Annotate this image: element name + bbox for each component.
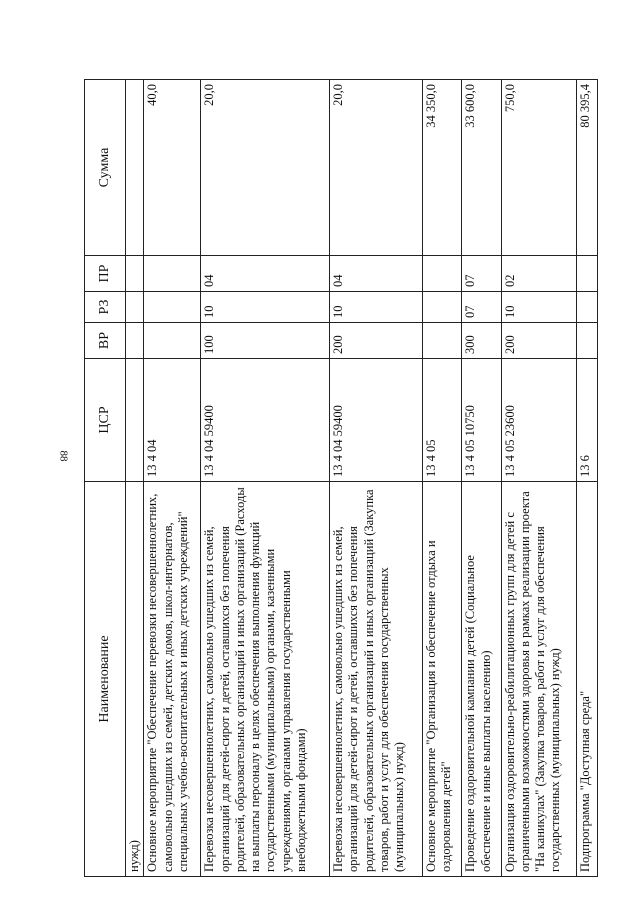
- cell-csr: 13 4 05 10750: [462, 359, 501, 482]
- cell-rz: [422, 292, 461, 323]
- table-row: [501, 80, 576, 877]
- header-vr: ВР: [85, 323, 126, 359]
- header-pr: ПР: [85, 256, 126, 292]
- cell-vr: 200: [330, 323, 423, 359]
- cell-pr: [576, 256, 597, 292]
- table-row: [201, 80, 330, 877]
- cell-vr: 200: [501, 323, 576, 359]
- cell-name: нужд): [126, 482, 144, 877]
- cell-sum: 34 350,0: [422, 80, 461, 256]
- header-name: Наименование: [85, 482, 126, 877]
- cell-rz: 10: [330, 292, 423, 323]
- cell-rz: 10: [501, 292, 576, 323]
- cell-csr: 13 4 04 59400: [330, 359, 423, 482]
- cell-csr: 13 4 05 23600: [501, 359, 576, 482]
- table-row: [144, 80, 201, 877]
- cell-sum: [126, 80, 144, 256]
- cell-name: Организация оздоровительно-реабилитационных групп для детей с ограниченными возможностями здоровья в рамках реализации проекта "На каникулах" (Закупка товаров, работ и услуг для обеспечения государственных (муниципальных) нужд): [501, 482, 576, 877]
- cell-sum: 33 600,0: [462, 80, 501, 256]
- cell-sum: 20,0: [330, 80, 423, 256]
- cell-name: Основное мероприятие "Организация и обеспечение отдыха и оздоровления детей": [422, 482, 461, 877]
- cell-csr: 13 4 05: [422, 359, 461, 482]
- cell-pr: [422, 256, 461, 292]
- cell-sum: 40,0: [144, 80, 201, 256]
- cell-sum: 20,0: [201, 80, 330, 256]
- cell-pr: 04: [330, 256, 423, 292]
- cell-sum: 80 395,4: [576, 80, 597, 256]
- cell-vr: 300: [462, 323, 501, 359]
- table-row: [462, 80, 501, 877]
- cell-name: Перевозка несовершеннолетних, самовольно ушедших из семей, организаций для детей-сирот и детей, оставшихся без попечения родителей, образовательных организаций и иных организаций (Расходы на выплаты персоналу в целях обеспечения выполнения функций государственными (муниципальными) органами, казенными учреждениями, органами управления государственными внебюджетными фондами): [201, 482, 330, 877]
- cell-pr: 04: [201, 256, 330, 292]
- rotated-document: [84, 79, 598, 877]
- cell-vr: [422, 323, 461, 359]
- cell-rz: [576, 292, 597, 323]
- cell-pr: [144, 256, 201, 292]
- cell-vr: [126, 323, 144, 359]
- table-row: [576, 80, 597, 877]
- cell-name: Перевозка несовершеннолетних, самовольно ушедших из семей, организаций для детей-сирот и детей, оставшихся без попечения родителей, образовательных организаций и иных организаций (Закупка товаров, работ и услуг для обеспечения государственных (муниципальных) нужд): [330, 482, 423, 877]
- page-number: 88: [57, 450, 70, 462]
- cell-vr: [144, 323, 201, 359]
- table-row: [330, 80, 423, 877]
- cell-csr: 13 4 04: [144, 359, 201, 482]
- budget-table: [84, 79, 598, 877]
- cell-sum: 750,0: [501, 80, 576, 256]
- cell-name: Проведение оздоровительной кампании детей (Социальное обеспечение и иные выплаты населению): [462, 482, 501, 877]
- header-row: [85, 80, 126, 877]
- table-row: [126, 80, 144, 877]
- cell-name: Подпрограмма "Доступная среда": [576, 482, 597, 877]
- cell-vr: 100: [201, 323, 330, 359]
- cell-csr: 13 4 04 59400: [201, 359, 330, 482]
- table-row: [422, 80, 461, 877]
- cell-rz: [144, 292, 201, 323]
- cell-pr: 02: [501, 256, 576, 292]
- cell-name: Основное мероприятие "Обеспечение перевозки несовершеннолетних, самовольно ушедших из семей, детских домов, школ-интернатов, специальных учебно-воспитательных и иных детских учреждений": [144, 482, 201, 877]
- cell-rz: 07: [462, 292, 501, 323]
- cell-csr: [126, 359, 144, 482]
- header-csr: ЦСР: [85, 359, 126, 482]
- header-rz: РЗ: [85, 292, 126, 323]
- cell-rz: [126, 292, 144, 323]
- cell-pr: 07: [462, 256, 501, 292]
- cell-vr: [576, 323, 597, 359]
- cell-pr: [126, 256, 144, 292]
- cell-rz: 10: [201, 292, 330, 323]
- table-viewport: [84, 79, 598, 877]
- cell-csr: 13 6: [576, 359, 597, 482]
- header-sum: Сумма: [85, 80, 126, 256]
